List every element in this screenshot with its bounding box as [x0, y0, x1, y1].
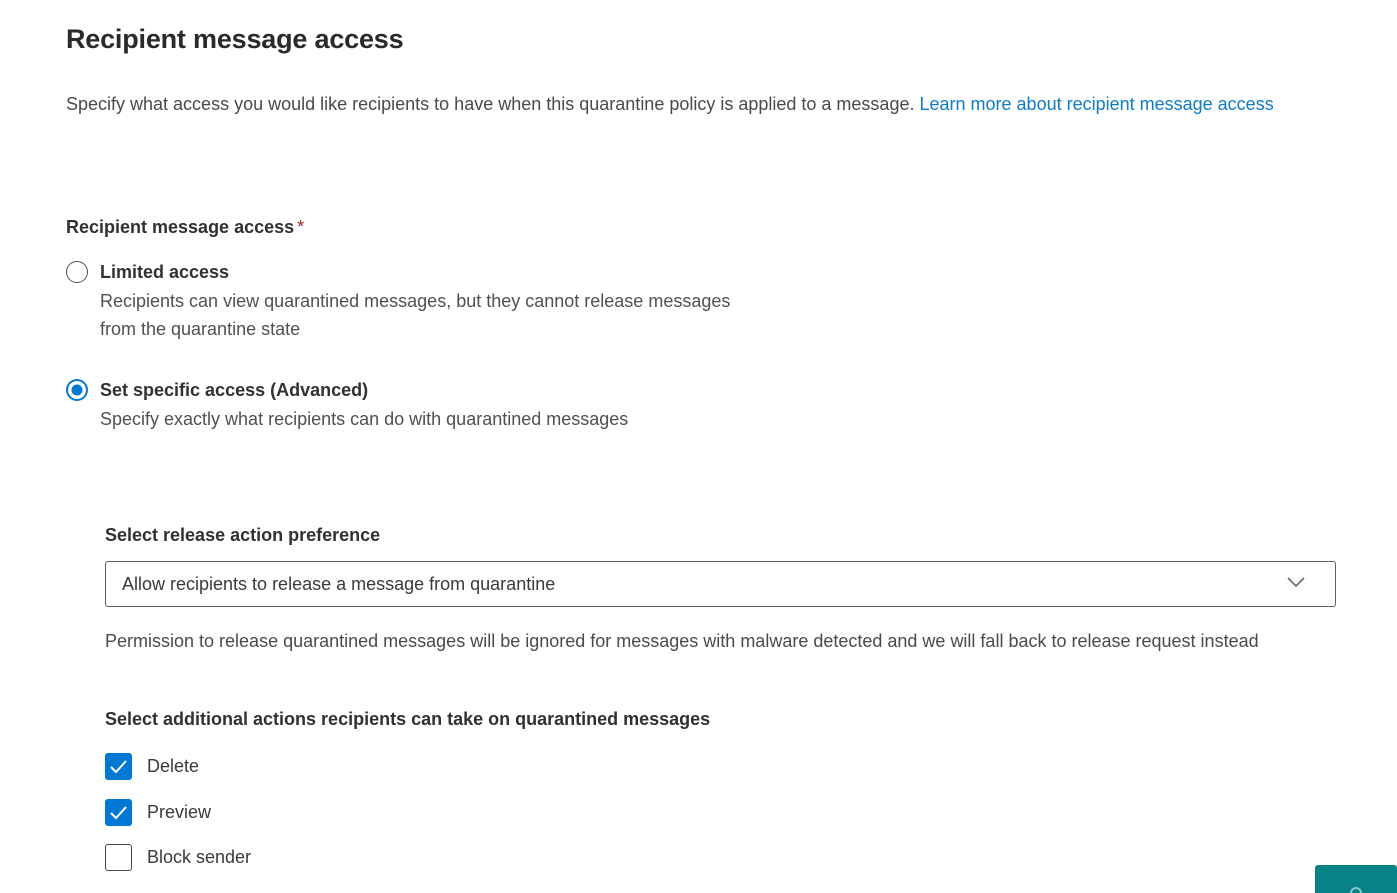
page-title: Recipient message access — [66, 24, 404, 54]
radio-option-limited-access[interactable] — [66, 259, 752, 343]
page-description-text: Specify what access you would like recipients to have when this quarantine policy is applied to a message. — [66, 94, 915, 114]
checkbox-block-sender[interactable] — [105, 844, 132, 871]
feedback-smiley-icon — [1350, 887, 1362, 893]
release-preference-label: Select release action preference — [105, 525, 381, 545]
radio-button-set-specific-access[interactable] — [66, 379, 88, 401]
radio-label-limited-access[interactable]: Limited access — [100, 262, 230, 282]
checkmark-icon — [110, 760, 128, 779]
required-asterisk: * — [297, 217, 305, 237]
checkmark-icon — [110, 806, 128, 825]
checkbox-label-block-sender[interactable]: Block sender — [147, 847, 252, 867]
chevron-down-icon — [1287, 575, 1305, 593]
checkbox-label-preview[interactable]: Preview — [147, 802, 212, 822]
feedback-button[interactable] — [1315, 865, 1397, 893]
radio-button-limited-access[interactable] — [66, 261, 88, 283]
additional-actions-label: Select additional actions recipients can take on quarantined messages — [105, 709, 711, 729]
release-action-dropdown-value: Allow recipients to release a message from quarantine — [122, 573, 556, 594]
checkbox-row-delete[interactable] — [105, 753, 199, 780]
radio-label-set-specific-access[interactable]: Set specific access (Advanced) — [100, 380, 369, 400]
release-preference-help-text: Permission to release quarantined messages will be ignored for messages with malware detected and we will fall back to release request instead — [105, 631, 1259, 651]
checkbox-preview[interactable] — [105, 799, 132, 826]
recipient-access-field-label — [66, 217, 304, 238]
checkbox-row-block-sender[interactable] — [105, 844, 251, 871]
radio-description-limited-access: Recipients can view quarantined messages, but they cannot release messages from the quarantine state — [100, 291, 731, 339]
checkbox-label-delete[interactable]: Delete — [147, 756, 200, 776]
field-label-text: Recipient message access — [66, 217, 295, 237]
checkbox-row-preview[interactable] — [105, 799, 211, 826]
learn-more-link[interactable]: Learn more about recipient message access — [919, 94, 1274, 114]
release-action-dropdown[interactable] — [105, 561, 1336, 607]
radio-description-set-specific-access: Specify exactly what recipients can do with quarantined messages — [100, 409, 629, 429]
checkbox-delete[interactable] — [105, 753, 132, 780]
radio-option-set-specific-access[interactable] — [66, 377, 628, 433]
page-description — [66, 90, 1338, 118]
